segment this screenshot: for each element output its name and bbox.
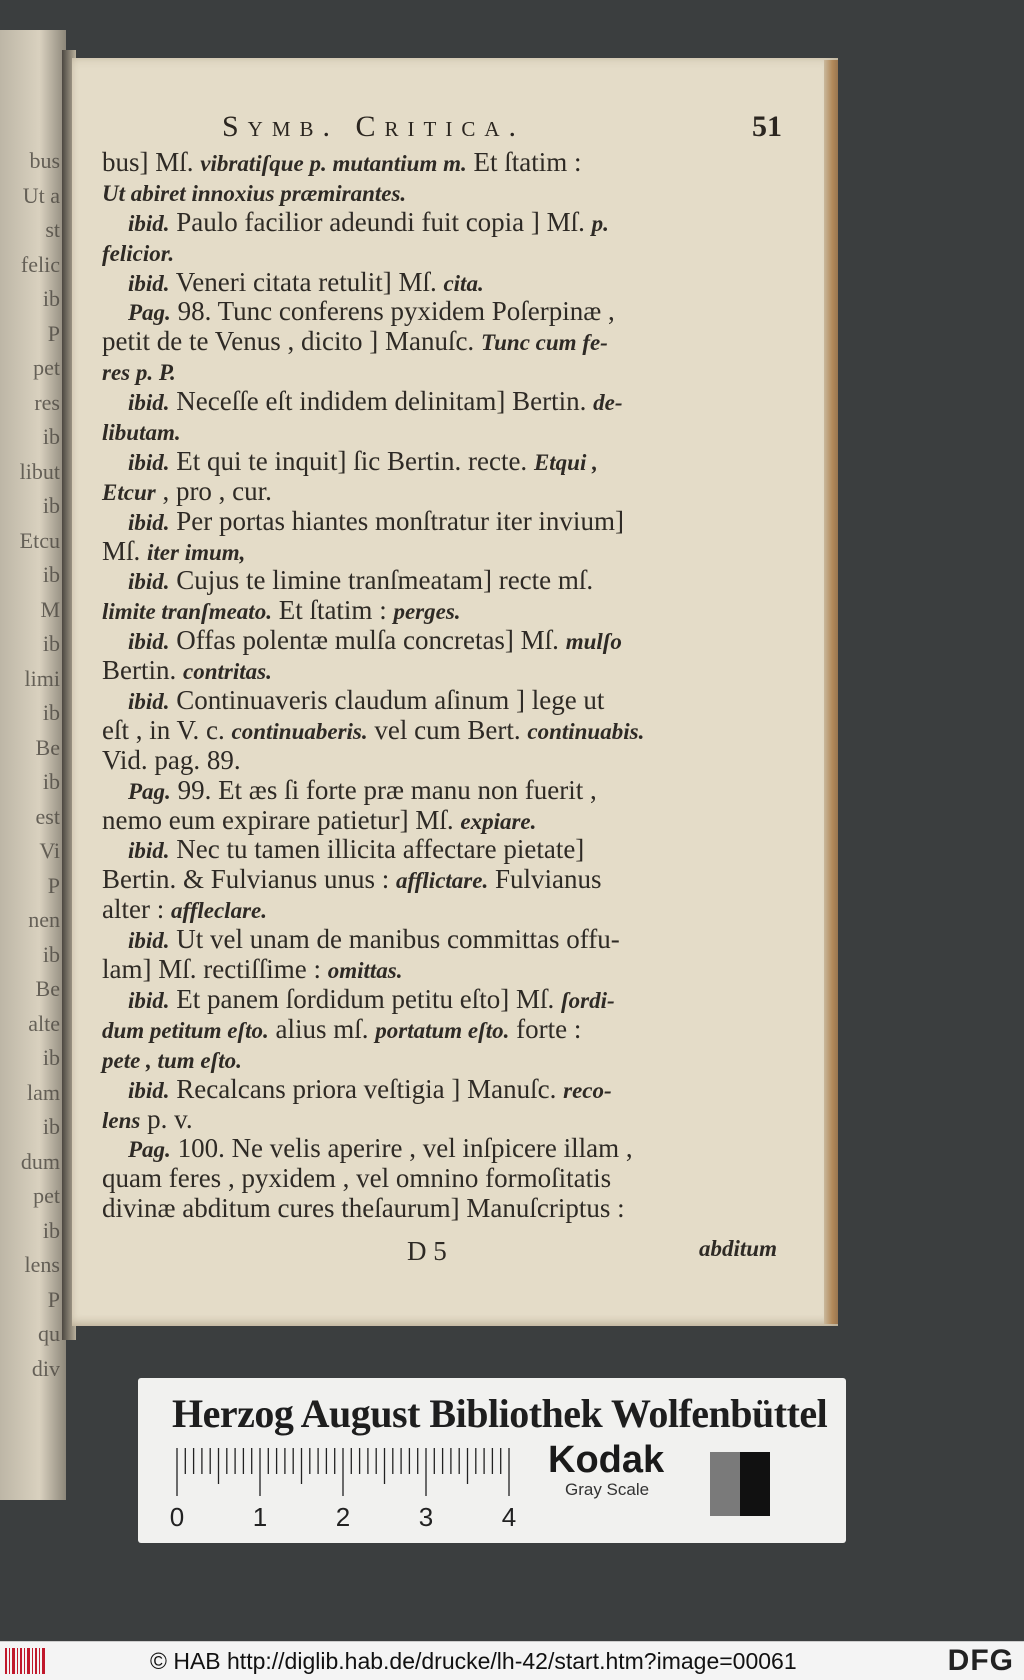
previous-page-fragment: ib xyxy=(42,424,60,449)
previous-page-fragment: ib xyxy=(42,1114,60,1139)
previous-page-fragment: ib xyxy=(42,1045,60,1070)
text-line xyxy=(102,596,702,626)
italic-text: ibid. xyxy=(128,838,170,864)
source-link[interactable]: © HAB http://diglib.hab.de/drucke/lh-42/start.htm?image=00061 xyxy=(150,1648,797,1674)
italic-text: felicior. xyxy=(102,240,175,266)
previous-page-fragment: ib xyxy=(42,769,60,794)
roman-text: Fulvianus xyxy=(488,864,602,895)
text-line xyxy=(102,357,702,387)
text-line xyxy=(102,268,702,298)
roman-text: Nec tu tamen illicita affectare pietate] xyxy=(169,834,585,865)
italic-text: iter imum, xyxy=(147,539,246,565)
text-line xyxy=(102,776,702,806)
page-text xyxy=(102,148,702,1224)
text-line xyxy=(102,297,702,327)
roman-text: Cujus te limine tranſmeatam] recte mſ. xyxy=(169,565,594,596)
previous-page-fragment: ib xyxy=(42,700,60,725)
kodak-subtitle: Gray Scale xyxy=(565,1480,650,1499)
text-line xyxy=(102,626,702,656)
ruler-label: 2 xyxy=(335,1502,351,1532)
text-line xyxy=(102,238,702,268)
roman-text: petit de te Venus , dicito ] Manuſc. xyxy=(102,326,481,357)
previous-page-fragment: lens xyxy=(24,1252,60,1277)
previous-page-fragment: pet xyxy=(33,1183,60,1208)
text-line xyxy=(102,327,702,357)
text-line xyxy=(102,447,702,477)
italic-text: perges. xyxy=(393,599,461,625)
previous-page-fragment: ib xyxy=(42,493,60,518)
italic-text: afflictare. xyxy=(396,868,489,894)
previous-page-fragment: Be xyxy=(35,976,60,1001)
italic-text: limite tranſmeato. xyxy=(102,599,272,625)
previous-page-fragment: bus xyxy=(29,148,60,173)
italic-text: ibid. xyxy=(128,689,170,715)
kodak-brand: Kodak xyxy=(548,1439,665,1481)
dfg-logo: DFG xyxy=(947,1644,1014,1677)
italic-text: ibid. xyxy=(128,210,170,236)
roman-text: , pro , cur. xyxy=(155,475,272,506)
previous-page-fragment: st xyxy=(45,217,60,242)
roman-text: Offas polentæ mulſa concretas] Mſ. xyxy=(169,625,566,656)
roman-text: Vid. pag. 89. xyxy=(102,744,241,775)
italic-text: libutam. xyxy=(102,420,181,446)
italic-text: ibid. xyxy=(128,987,170,1013)
text-line xyxy=(102,566,702,596)
ruler-label: 3 xyxy=(418,1502,434,1532)
text-line xyxy=(102,746,702,776)
previous-page-fragment: Be xyxy=(35,734,60,760)
roman-text: Et panem ſordidum petitu eſto] Mſ. xyxy=(169,983,561,1014)
italic-text: res p. P. xyxy=(102,360,176,386)
italic-text: ibid. xyxy=(128,629,170,655)
italic-text: reco- xyxy=(563,1077,612,1103)
previous-page-fragment: qu xyxy=(38,1321,60,1346)
text-line xyxy=(102,417,702,447)
italic-text: lens xyxy=(102,1107,141,1133)
italic-text: cita. xyxy=(443,270,484,296)
text-line xyxy=(102,716,702,746)
text-line xyxy=(102,686,702,716)
text-line xyxy=(102,955,702,985)
previous-page-fragment: limi xyxy=(24,665,60,691)
previous-page-fragment: Vi xyxy=(39,838,60,863)
page-number: 51 xyxy=(752,110,782,143)
running-title: Symb. Critica. xyxy=(222,110,526,143)
viewer-footer xyxy=(0,1641,1024,1680)
roman-text: quam feres , pyxidem , vel omnino formoſitatis xyxy=(102,1163,612,1194)
previous-page-fragment: ib xyxy=(42,1217,60,1243)
text-line xyxy=(102,387,702,417)
text-line xyxy=(102,148,702,178)
italic-text: ibid. xyxy=(128,509,170,535)
gray-swatch xyxy=(710,1452,740,1516)
previous-page-fragment: div xyxy=(31,1355,60,1381)
roman-text: Ut vel unam de manibus committas offu- xyxy=(169,924,620,955)
italic-text: Pag. xyxy=(128,300,171,326)
roman-text: alter : xyxy=(102,894,171,925)
roman-text: Bertin. & Fulvianus unus : xyxy=(102,864,397,895)
black-swatch xyxy=(740,1452,770,1516)
roman-text: divinæ abditum cures theſaurum] Manuſcriptus : xyxy=(102,1193,625,1224)
ruler-scale xyxy=(169,1446,519,1532)
italic-text: dum petitum eſto. xyxy=(102,1017,269,1043)
text-line xyxy=(102,537,702,567)
barcode-icon xyxy=(4,1646,48,1676)
italic-text: mulſo xyxy=(565,629,622,655)
roman-text: p. v. xyxy=(140,1103,193,1134)
text-line xyxy=(102,895,702,925)
italic-text: ibid. xyxy=(128,390,170,416)
italic-text: contritas. xyxy=(183,659,272,685)
previous-page-fragment: libut xyxy=(19,458,60,484)
text-line xyxy=(102,1164,702,1194)
roman-text: Recalcans priora veſtigia ] Manuſc. xyxy=(169,1073,564,1104)
previous-page-edge xyxy=(0,30,66,1500)
italic-text: Ut abiret innoxius præmirantes. xyxy=(102,180,407,206)
roman-text: Neceſſe eſt indidem delinitam] Bertin. xyxy=(169,386,594,417)
text-line xyxy=(102,507,702,537)
italic-text: portatum eſto. xyxy=(375,1017,510,1043)
text-line xyxy=(102,477,702,507)
text-line xyxy=(102,656,702,686)
previous-page-fragment: Etcu xyxy=(19,527,60,553)
previous-page-fragment: res xyxy=(34,389,60,415)
running-head xyxy=(222,110,782,144)
ruler-label: 0 xyxy=(169,1502,185,1532)
text-line xyxy=(102,806,702,836)
page-fore-edge xyxy=(824,60,838,1324)
roman-text: 98. Tunc conferens pyxidem Poſerpinæ , xyxy=(170,296,615,327)
italic-text: p. xyxy=(591,210,609,236)
previous-page-fragment: ib xyxy=(42,286,60,311)
roman-text: lam] Mſ. rectiſſime : xyxy=(102,954,328,985)
italic-text: expiare. xyxy=(460,808,537,834)
signature-mark: D 5 xyxy=(407,1236,447,1266)
previous-page-fragment: P xyxy=(47,1286,60,1312)
italic-text: Etcur xyxy=(102,479,156,505)
text-line xyxy=(102,1075,702,1105)
italic-text: ſordi- xyxy=(560,987,615,1013)
text-line xyxy=(102,865,702,895)
library-name: Herzog August Bibliothek Wolfenbüttel xyxy=(172,1391,828,1436)
text-line xyxy=(102,1045,702,1075)
text-line xyxy=(102,985,702,1015)
text-line xyxy=(102,1105,702,1135)
roman-text: Et ſtatim : xyxy=(466,147,582,177)
italic-text: ibid. xyxy=(128,569,170,595)
italic-text: continuabis. xyxy=(527,718,645,744)
italic-text: ibid. xyxy=(128,928,170,954)
italic-text: de- xyxy=(593,390,623,416)
italic-text: Pag. xyxy=(128,1137,171,1163)
text-line xyxy=(102,208,702,238)
italic-text: vibratiſque p. mutantium m. xyxy=(200,151,467,176)
scale-card xyxy=(138,1378,846,1543)
previous-page-fragment: ib xyxy=(42,562,60,587)
roman-text: Per portas hiantes monſtratur iter invium] xyxy=(169,505,624,536)
text-line xyxy=(102,178,702,208)
roman-text: eſt , in V. c. xyxy=(102,714,232,745)
previous-page-fragment: ib xyxy=(42,941,60,967)
previous-page-fragment: ib xyxy=(42,631,60,656)
text-line xyxy=(102,1015,702,1045)
italic-text: continuaberis. xyxy=(231,718,368,744)
previous-page-fragment: dum xyxy=(20,1148,60,1174)
roman-text: Paulo facilior adeundi fuit copia ] Mſ. xyxy=(169,206,592,237)
previous-page-fragment: lam xyxy=(27,1079,60,1105)
roman-text: 99. Et æs ſi forte præ manu non fuerit , xyxy=(170,774,597,805)
roman-text: vel cum Bert. xyxy=(367,714,528,745)
previous-page-fragment: M xyxy=(40,596,60,622)
kodak-logo xyxy=(548,1440,678,1500)
previous-page-fragment: est xyxy=(35,803,60,829)
italic-text: Etqui , xyxy=(533,449,598,475)
italic-text: pete , tum eſto. xyxy=(102,1047,242,1073)
italic-text: ibid. xyxy=(128,449,170,475)
ruler-label: 4 xyxy=(501,1502,517,1532)
italic-text: ibid. xyxy=(128,1077,170,1103)
previous-page-fragment: Ut a xyxy=(22,182,60,208)
book-page xyxy=(72,58,838,1326)
italic-text: Tunc cum fe- xyxy=(480,330,608,356)
roman-text: 100. Ne velis aperire , vel inſpicere illam , xyxy=(170,1133,633,1164)
previous-page-fragment: P xyxy=(47,872,60,898)
roman-text: Mſ. xyxy=(102,535,148,566)
italic-text: affleclare. xyxy=(170,898,267,924)
italic-text: Pag. xyxy=(128,778,171,804)
roman-text: Veneri citata retulit] Mſ. xyxy=(169,266,444,297)
text-line xyxy=(102,1134,702,1164)
page-footer-line xyxy=(407,1236,777,1267)
text-line xyxy=(102,835,702,865)
previous-page-fragment: P xyxy=(47,320,60,346)
roman-text: alius mſ. xyxy=(268,1013,376,1044)
roman-text: Et ſtatim : xyxy=(271,595,394,626)
roman-text: bus] Mſ. xyxy=(102,147,201,177)
roman-text: Et qui te inquit] ſic Bertin. recte. xyxy=(169,445,534,476)
text-line xyxy=(102,1194,702,1224)
ruler-label: 1 xyxy=(252,1502,268,1532)
roman-text: Continuaveris claudum aſinum ] lege ut xyxy=(169,685,605,716)
italic-text: omittas. xyxy=(327,958,403,984)
previous-page-fragment: pet xyxy=(33,355,60,380)
previous-page-fragment: nen xyxy=(28,907,60,932)
previous-page-fragment: alte xyxy=(28,1010,60,1036)
catchword: abditum xyxy=(699,1236,777,1261)
previous-page-fragment: felic xyxy=(20,251,60,277)
roman-text: nemo eum expirare patietur] Mſ. xyxy=(102,804,461,835)
roman-text: Bertin. xyxy=(102,655,183,686)
roman-text: forte : xyxy=(509,1013,582,1044)
italic-text: ibid. xyxy=(128,270,170,296)
text-line xyxy=(102,925,702,955)
